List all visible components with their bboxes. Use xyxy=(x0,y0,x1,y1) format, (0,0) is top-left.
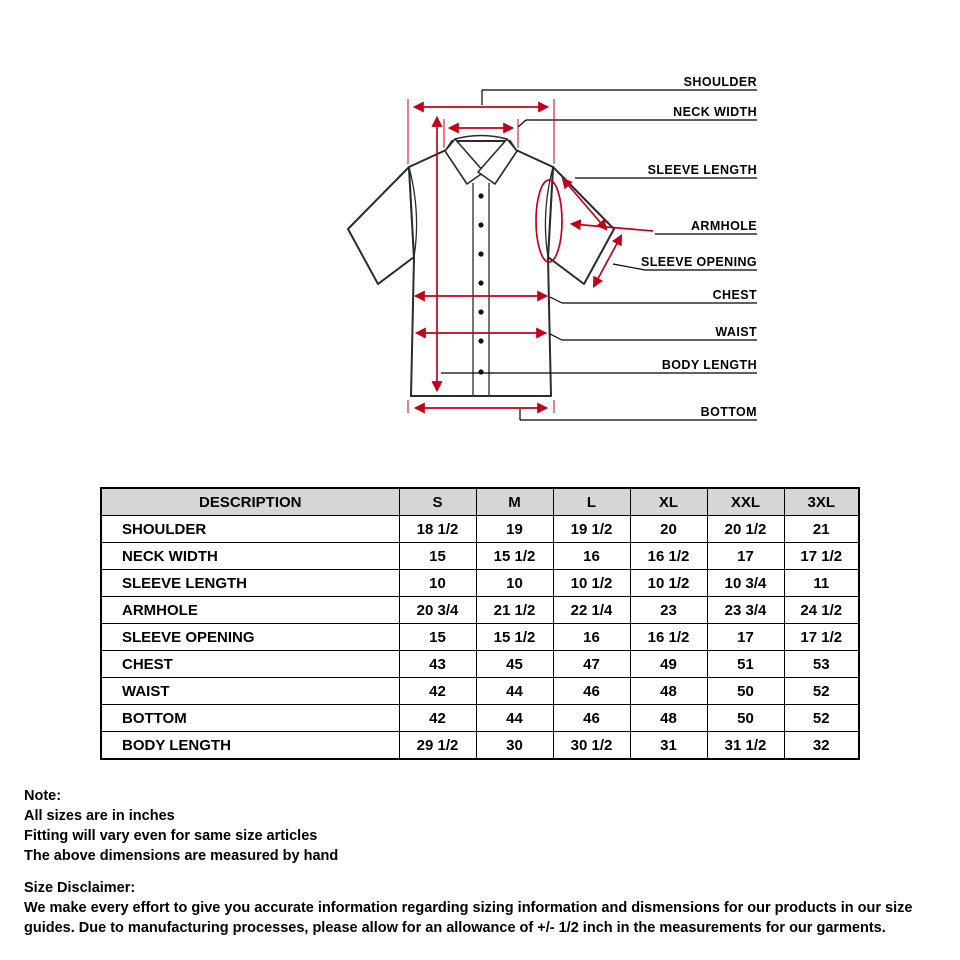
size-cell: 17 1/2 xyxy=(784,543,859,570)
size-cell: 10 xyxy=(476,570,553,597)
size-cell: 42 xyxy=(399,705,476,732)
size-cell: 48 xyxy=(630,678,707,705)
size-cell: 42 xyxy=(399,678,476,705)
size-cell: 15 xyxy=(399,543,476,570)
col-header-3xl: 3XL xyxy=(784,488,859,516)
left-sleeve xyxy=(348,167,414,284)
table-row xyxy=(101,732,859,760)
table-row xyxy=(101,597,859,624)
size-cell: 44 xyxy=(476,705,553,732)
size-cell: 31 xyxy=(630,732,707,760)
disclaimer-text: We make every effort to give you accurate information regarding sizing information and dismensions for our products in our size guides. Due to manufacturing processes, please allow for an allowance of +/- 1/2 inch in the measurements for our garments. xyxy=(24,900,913,936)
size-cell: 30 xyxy=(476,732,553,760)
table-row xyxy=(101,570,859,597)
size-cell: 16 xyxy=(553,624,630,651)
row-label-body-length: BODY LENGTH xyxy=(101,732,399,760)
measurement-labels xyxy=(641,75,757,419)
row-label-sleeve-length: SLEEVE LENGTH xyxy=(101,570,399,597)
label-shoulder: SHOULDER xyxy=(683,75,757,89)
row-label-chest: CHEST xyxy=(101,651,399,678)
size-cell: 45 xyxy=(476,651,553,678)
table-row xyxy=(101,624,859,651)
disclaimer-title: Size Disclaimer: xyxy=(24,880,136,896)
size-cell: 15 1/2 xyxy=(476,543,553,570)
notes-section xyxy=(24,786,938,938)
size-cell: 17 1/2 xyxy=(784,624,859,651)
size-cell: 31 1/2 xyxy=(707,732,784,760)
shirt-illustration xyxy=(348,136,614,397)
col-header-xl: XL xyxy=(630,488,707,516)
size-cell: 21 xyxy=(784,516,859,543)
size-cell: 51 xyxy=(707,651,784,678)
row-label-armhole: ARMHOLE xyxy=(101,597,399,624)
size-cell: 52 xyxy=(784,705,859,732)
label-neck-width: NECK WIDTH xyxy=(673,105,757,119)
size-cell: 19 1/2 xyxy=(553,516,630,543)
row-label-waist: WAIST xyxy=(101,678,399,705)
col-header-s: S xyxy=(399,488,476,516)
size-cell: 50 xyxy=(707,705,784,732)
size-cell: 16 1/2 xyxy=(630,543,707,570)
shirt-measurement-diagram xyxy=(0,0,960,460)
size-cell: 50 xyxy=(707,678,784,705)
label-sleeve-length: SLEEVE LENGTH xyxy=(647,163,757,177)
table-row xyxy=(101,651,859,678)
size-cell: 19 xyxy=(476,516,553,543)
size-cell: 23 xyxy=(630,597,707,624)
size-cell: 10 1/2 xyxy=(553,570,630,597)
size-cell: 11 xyxy=(784,570,859,597)
table-header-row xyxy=(101,488,859,516)
size-cell: 20 3/4 xyxy=(399,597,476,624)
size-cell: 52 xyxy=(784,678,859,705)
note-line: All sizes are in inches xyxy=(24,808,175,824)
col-header-l: L xyxy=(553,488,630,516)
shirt-body xyxy=(409,141,553,396)
col-header-m: M xyxy=(476,488,553,516)
label-waist: WAIST xyxy=(715,325,757,339)
note-title: Note: xyxy=(24,788,62,804)
size-cell: 49 xyxy=(630,651,707,678)
size-cell: 20 xyxy=(630,516,707,543)
size-cell: 16 xyxy=(553,543,630,570)
size-cell: 29 1/2 xyxy=(399,732,476,760)
size-cell: 24 1/2 xyxy=(784,597,859,624)
size-chart-table xyxy=(100,487,860,760)
col-header-xxl: XXL xyxy=(707,488,784,516)
table-row xyxy=(101,705,859,732)
size-cell: 53 xyxy=(784,651,859,678)
size-cell: 32 xyxy=(784,732,859,760)
row-label-bottom: BOTTOM xyxy=(101,705,399,732)
size-cell: 30 1/2 xyxy=(553,732,630,760)
table-row xyxy=(101,678,859,705)
size-cell: 18 1/2 xyxy=(399,516,476,543)
size-cell: 15 xyxy=(399,624,476,651)
table-row xyxy=(101,543,859,570)
size-cell: 17 xyxy=(707,543,784,570)
size-cell: 48 xyxy=(630,705,707,732)
size-cell: 47 xyxy=(553,651,630,678)
size-cell: 20 1/2 xyxy=(707,516,784,543)
size-cell: 10 1/2 xyxy=(630,570,707,597)
size-cell: 44 xyxy=(476,678,553,705)
table-row xyxy=(101,516,859,543)
label-armhole: ARMHOLE xyxy=(691,219,757,233)
collar-back xyxy=(455,136,507,140)
size-cell: 15 1/2 xyxy=(476,624,553,651)
label-sleeve-opening: SLEEVE OPENING xyxy=(640,255,757,269)
size-cell: 21 1/2 xyxy=(476,597,553,624)
label-bottom: BOTTOM xyxy=(700,405,757,419)
size-cell: 17 xyxy=(707,624,784,651)
size-cell: 46 xyxy=(553,678,630,705)
size-cell: 10 3/4 xyxy=(707,570,784,597)
size-cell: 23 3/4 xyxy=(707,597,784,624)
size-cell: 10 xyxy=(399,570,476,597)
size-cell: 43 xyxy=(399,651,476,678)
size-cell: 16 1/2 xyxy=(630,624,707,651)
label-chest: CHEST xyxy=(712,288,757,302)
row-label-sleeve-opening: SLEEVE OPENING xyxy=(101,624,399,651)
size-cell: 22 1/4 xyxy=(553,597,630,624)
col-header-description: DESCRIPTION xyxy=(101,488,399,516)
row-label-neck-width: NECK WIDTH xyxy=(101,543,399,570)
size-cell: 46 xyxy=(553,705,630,732)
label-body-length: BODY LENGTH xyxy=(661,358,757,372)
note-line: The above dimensions are measured by hand xyxy=(24,848,339,864)
note-line: Fitting will vary even for same size articles xyxy=(24,828,318,844)
row-label-shoulder: SHOULDER xyxy=(101,516,399,543)
